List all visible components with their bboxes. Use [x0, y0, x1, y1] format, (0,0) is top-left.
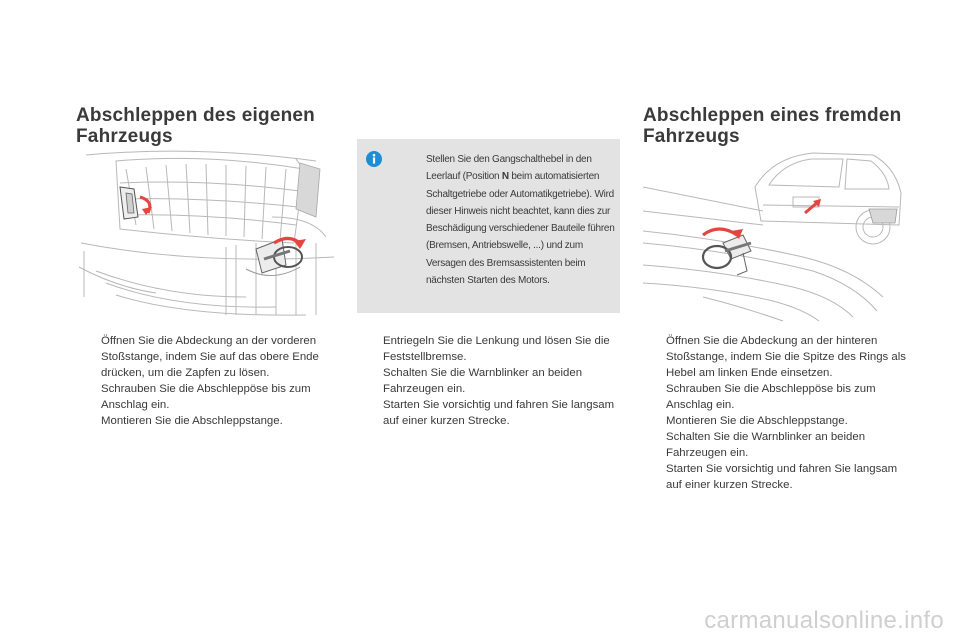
left-section-heading: [76, 105, 315, 147]
info-note-box: [357, 139, 620, 313]
step-text: Entriegeln Sie die Lenkung und lösen Sie die Feststellbremse.: [383, 335, 610, 363]
right-section-heading: [643, 105, 901, 147]
step-text: Schrauben Sie die Abschleppöse bis zum Anschlag ein.: [666, 383, 876, 411]
right-heading-line1: Abschleppen eines fremden: [643, 105, 902, 126]
note-text-part2: beim automatisierten Schaltgetriebe oder Automatikgetriebe). Wird dieser Hinweis nicht beachtet, kann dies zur Beschädigung verschiedener Bauteile führen (Bremsen, Antriebswelle, ...) und zum Versagen des Bremsassistenten beim nächsten Starten des Motors.: [426, 171, 615, 287]
left-heading-line1: Abschleppen des eigenen: [76, 105, 315, 126]
info-icon: [366, 151, 382, 167]
step-text: Schalten Sie die Warnblinker an beiden Fahrzeugen ein.: [383, 367, 583, 395]
step-text: Montieren Sie die Abschleppstange.: [101, 415, 283, 427]
rear-towing-illustration: [643, 147, 903, 322]
list-item: [361, 333, 617, 365]
middle-step-list: [361, 333, 617, 429]
list-item: [361, 397, 617, 429]
watermark: carmanualsonline.info: [704, 607, 944, 634]
list-item: [79, 381, 341, 413]
step-text: Öffnen Sie die Abdeckung an der hinteren Stoßstange, indem Sie die Spitze des Rings als Hebel am linken Ende einsetzen.: [666, 335, 906, 379]
left-heading-line2: Fahrzeugs: [76, 126, 173, 147]
step-text: Montieren Sie die Abschleppstange.: [666, 415, 848, 427]
step-text: Öffnen Sie die Abdeckung an der vorderen Stoßstange, indem Sie auf das obere Ende drücken, um die Zapfen zu lösen.: [101, 335, 319, 379]
note-text-bold: N: [501, 171, 509, 183]
list-item: [644, 413, 906, 429]
step-text: Schalten Sie die Warnblinker an beiden Fahrzeugen ein.: [666, 431, 866, 459]
list-item: [644, 333, 906, 381]
note-text-part1: Stellen Sie den Gangschalthebel in den Leerlauf (Position: [426, 154, 592, 183]
right-heading-line2: Fahrzeugs: [643, 126, 740, 147]
step-text: Starten Sie vorsichtig und fahren Sie langsam auf einer kurzen Strecke.: [666, 463, 898, 491]
step-text: Schrauben Sie die Abschleppöse bis zum Anschlag ein.: [101, 383, 311, 411]
list-item: [79, 333, 341, 381]
note-text: [426, 151, 616, 289]
left-step-list: [79, 333, 341, 429]
list-item: [361, 365, 617, 397]
list-item: [644, 381, 906, 413]
list-item: [79, 413, 341, 429]
list-item: [644, 429, 906, 461]
list-item: [644, 461, 906, 493]
step-text: Starten Sie vorsichtig und fahren Sie langsam auf einer kurzen Strecke.: [383, 399, 615, 427]
front-towing-illustration: [76, 147, 338, 317]
right-step-list: [644, 333, 906, 493]
